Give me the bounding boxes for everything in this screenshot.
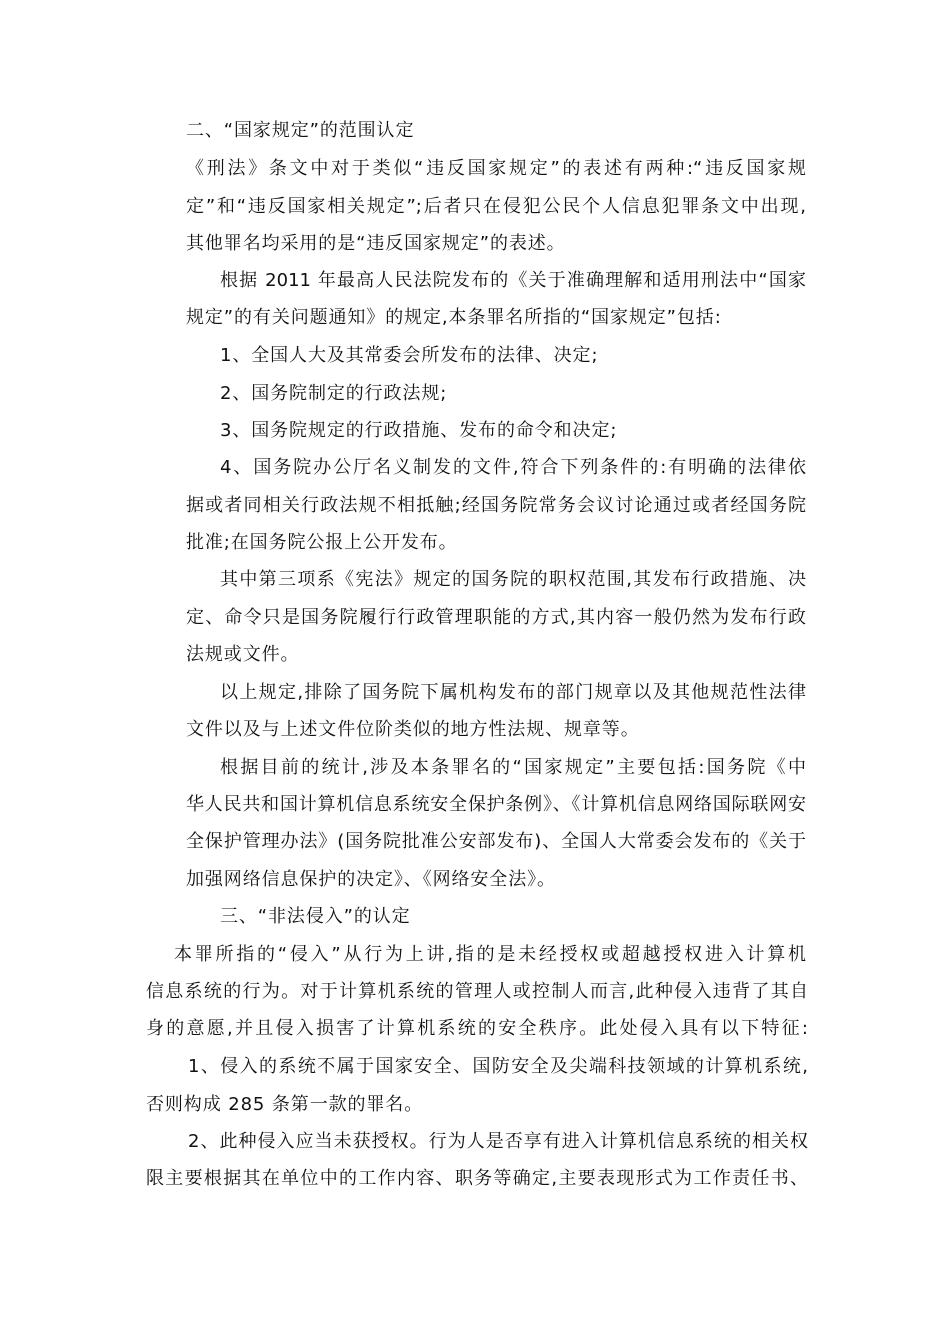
paragraph-line: 全保护管理办法》(国务院批准公安部发布)、全国人大常委会发布的《关于 [186,831,806,852]
paragraph-line: 华人民共和国计算机信息系统安全保护条例》、《计算机信息网络国际联网安 [186,794,806,815]
paragraph-line: 规定”的有关问题通知》的规定,本条罪名所指的“国家规定”包括: [186,307,722,328]
paragraph-line: 法规或文件。 [186,644,300,665]
paragraph-line: 本罪所指的“侵入”从行为上讲,指的是未经授权或超越授权进入计算机 [174,944,806,965]
paragraph-line: 以上规定,排除了国务院下属机构发布的部门规章以及其他规范性法律 [220,682,806,703]
paragraph-line: 否则构成 285 条第一款的罪名。 [146,1094,424,1115]
paragraph-line: 其他罪名均采用的是“违反国家规定”的表述。 [186,233,566,254]
list-item: 2、国务院制定的行政法规; [220,383,448,404]
list-item: 1、全国人大及其常委会所发布的法律、决定; [220,345,599,366]
paragraph-line: 信息系统的行为。对于计算机系统的管理人或控制人而言,此种侵入违背了其自 [146,981,808,1002]
list-item: 3、国务院规定的行政措施、发布的命令和决定; [220,420,618,441]
paragraph-line: 加强网络信息保护的决定》、《网络安全法》。 [186,869,556,890]
list-item: 4、国务院办公厅名义制发的文件,符合下列条件的:有明确的法律依 [220,457,806,478]
paragraph-line: 定、命令只是国务院履行行政管理职能的方式,其内容一般仍然为发布行政 [186,607,806,628]
paragraph-line: 据或者同相关行政法规不相抵触;经国务院常务会议讨论通过或者经国务院 [186,495,806,516]
section-heading: 二、“国家规定”的范围认定 [186,120,415,141]
section-heading: 三、“非法侵入”的认定 [220,906,411,927]
paragraph-line: 批准;在国务院公报上公开发布。 [186,532,458,553]
paragraph-line: 根据 2011 年最高人民法院发布的《关于准确理解和适用刑法中“国家 [220,270,806,291]
paragraph-line: 限主要根据其在单位中的工作内容、职务等确定,主要表现形式为工作责任书、 [146,1168,808,1189]
list-item: 2、此种侵入应当未获授权。行为人是否享有进入计算机信息系统的相关权 [188,1131,808,1152]
paragraph-line: 身的意愿,并且侵入损害了计算机系统的安全秩序。此处侵入具有以下特征: [146,1018,808,1039]
paragraph-line: 其中第三项系《宪法》规定的国务院的职权范围,其发布行政措施、决 [220,569,806,590]
paragraph-line: 定”和“违反国家相关规定”;后者只在侵犯公民个人信息犯罪条文中出现, [186,196,806,217]
paragraph-line: 根据目前的统计,涉及本条罪名的“国家规定”主要包括:国务院《中 [220,757,806,778]
list-item: 1、侵入的系统不属于国家安全、国防安全及尖端科技领域的计算机系统, [188,1056,808,1077]
paragraph-line: 《刑法》条文中对于类似“违反国家规定”的表述有两种:“违反国家规 [186,158,806,179]
paragraph-line: 文件以及与上述文件位阶类似的地方性法规、规章等。 [186,719,640,740]
